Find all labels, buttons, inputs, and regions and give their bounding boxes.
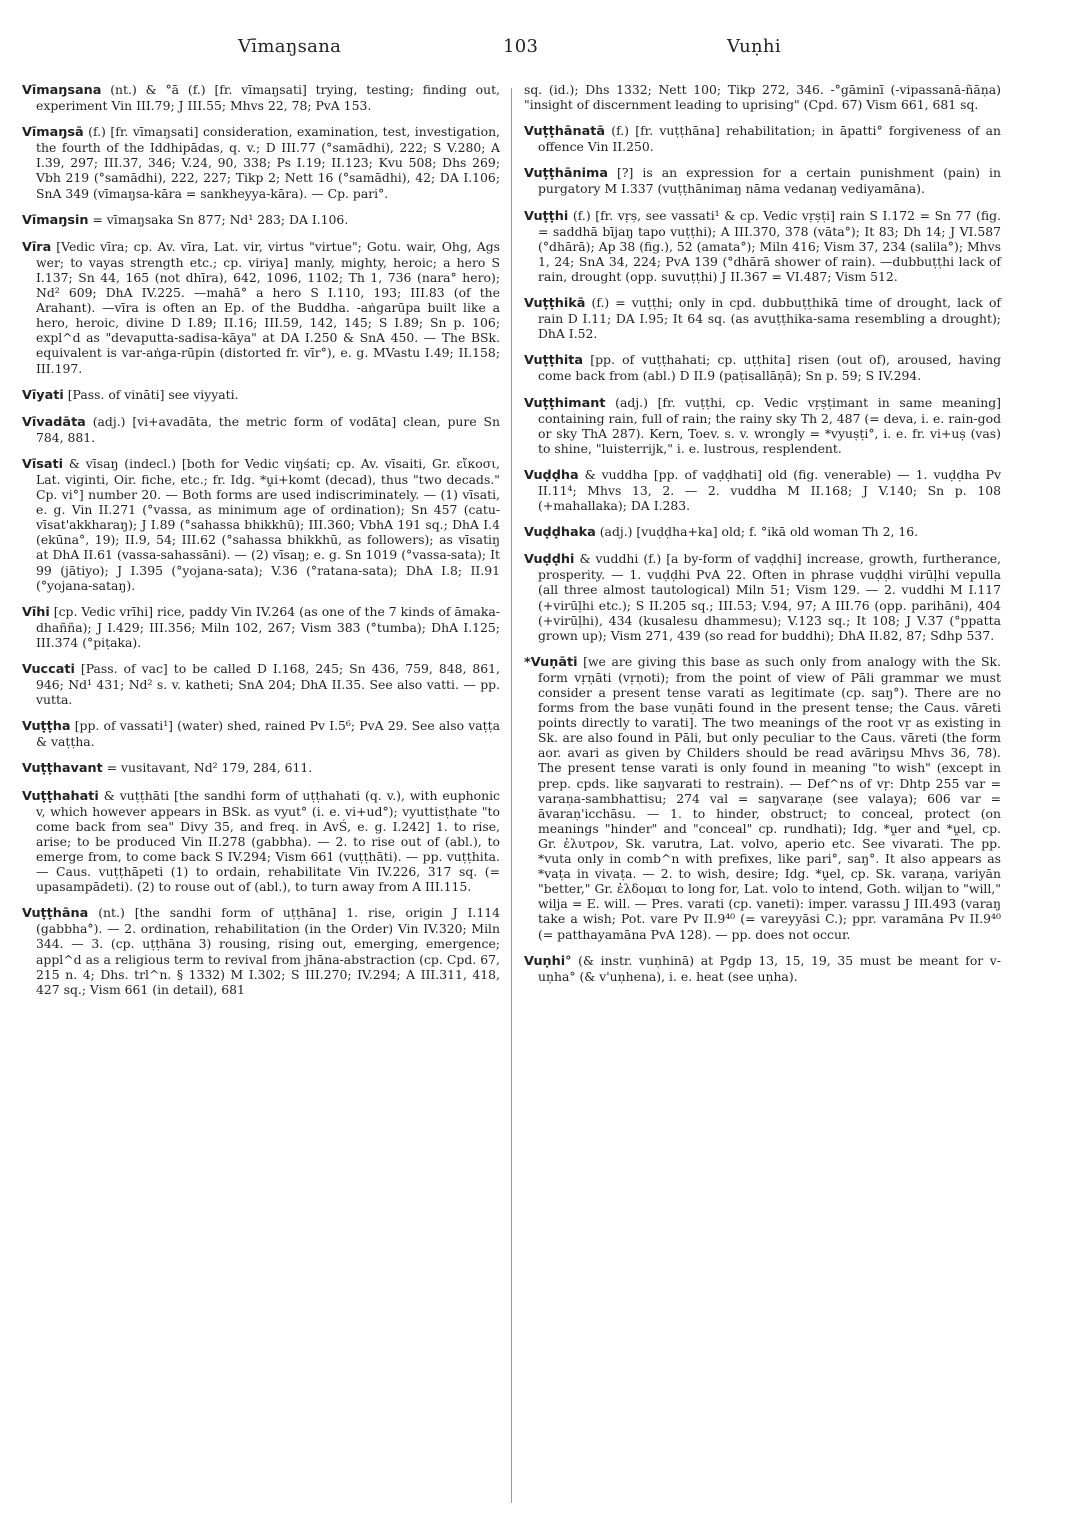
dictionary-entry (524, 123, 1001, 154)
entry-headword: Vīhi (22, 604, 50, 620)
dictionary-entry (524, 395, 1001, 456)
entry-definition: (f.) [fr. vuṭṭhāna] rehabilitation; in āpatti° forgiveness of an offence Vin II.250. (538, 123, 1001, 155)
entry-headword: Vuṭṭhi (524, 208, 569, 224)
left-column (22, 82, 500, 1008)
entry-definition: (f.) [fr. vīmaŋsati] consideration, examination, test, investigation, the fourth of the Iddhipādas, q. v.; D III.77 (°samādhi), 222; S V.280; A I.39, 297; III.37, 346; V.24, 90, 338; Ps I.19; II.123; Kvu 508; Dhs 269; Vbh 219 (°samādhi), 222, 227; Tikp 2; Nett 16 (°samādhi), 42; DA I.106; SnA 349 (vīmaŋsa-kāra = sankheyya-kāra). — Cp. pari°. (36, 124, 500, 201)
dictionary-entry (524, 208, 1001, 284)
entry-definition: & vuddhi (f.) [a by-form of vaḍḍhi] increase, growth, furtherance, prosperity. — 1. vuḍḍhi PvA 22. Often in phrase vuḍḍhi virūḷhi vepulla (all three almost tautological) Miln 51; Vism 129. — 2. vuddhi M I.117 (+virūḷhi etc.); S II.205 sq.; III.53; V.94, 97; A III.76 (opp. parihāni), 404 (+virūḷhi), 434 (kusalesu dhammesu); V.123 sq.; It 108; J V.37 (°ppatta grown up); Vism 271, 439 (so read for buddhi); DhA II.82, 87; Sdhp 537. (538, 551, 1001, 643)
entry-headword: Vuṭṭhahati (22, 788, 99, 804)
dictionary-entry (524, 953, 1001, 984)
dictionary-entry (22, 604, 500, 650)
entry-headword: Vuccati (22, 662, 75, 677)
entry-definition: (& instr. vuṇhinā) at Pgdp 13, 15, 19, 35 must be meant for v-uṇha° (& v'uṇhena), i. e. heat (see uṇha). (538, 952, 1001, 984)
entry-definition: (nt.) & °ā (f.) [fr. vīmaŋsati] trying, testing; finding out, experiment Vin III.79; J III.55; Mhvs 22, 78; PvA 153. (36, 82, 500, 114)
dictionary-entry (22, 661, 500, 707)
entry-headword: Vīyati (22, 387, 64, 403)
entry-headword: Vuṭṭhavant (22, 761, 103, 777)
entry-definition: (f.) [fr. vṛṣ, see vassati¹ & cp. Vedic vṛṣṭi] rain S I.172 = Sn 77 (fig. = saddhā bījaŋ tapo vuṭṭhi); A III.370, 378 (vāta°); It 83; Dh 14; J VI.587 (°dhārā); Ap 38 (fig.), 52 (amata°); Miln 416; Vism 37, 234 (salila°); Mhvs 1, 24; SnA 34, 224; PvA 139 (°dhārā shower of rain). —dubbuṭṭhi lack of rain, drought (opp. suvuṭṭhi) J II.367 = VI.487; Vism 512. (538, 207, 1001, 284)
entry-definition: = vīmaŋsaka Sn 877; Nd¹ 283; DA I.106. (88, 211, 349, 227)
entry-headword: Vuṭṭhimant (524, 395, 606, 411)
column-divider (511, 88, 512, 1503)
right-column (524, 82, 1001, 995)
entry-definition: = vusitavant, Nd² 179, 284, 611. (102, 760, 313, 776)
dictionary-entry (524, 352, 1001, 383)
entry-headword: Vuṭṭhānatā (524, 124, 606, 140)
header-left-guideword: Vīmaŋsana (238, 36, 342, 57)
header-right-guideword: Vuṇhi (727, 36, 781, 57)
entry-headword: Vīvadāta (22, 414, 86, 430)
entry-definition: [pp. of vuṭṭhahati; cp. uṭṭhita] risen (out of), aroused, having come back from (abl.) D II.9 (paṭisallāṇā); Sn p. 59; S IV.294. (538, 352, 1001, 384)
dictionary-entry (22, 905, 500, 997)
entry-definition: [?] is an expression for a certain punishment (pain) in purgatory M I.337 (vuṭṭhānimaŋ nāma vedanaŋ vediyamāna). (538, 165, 1001, 197)
entry-headword: Vuṭṭhāna (22, 906, 89, 922)
entry-headword: Vīmaŋsana (22, 83, 102, 98)
dictionary-entry (22, 212, 500, 228)
entry-headword: Vīra (22, 239, 52, 255)
entry-definition: [we are giving this base as such only from analogy with the Sk. form vṛṇāti (vṛṇoti); from the point of view of Pāli grammar we must consider a present tense varati as legitimate (cp. saŋ°). There are no forms from the base vuṇāti found in the present tense; the Caus. vāreti points directly to varati]. The two meanings of the root vṛ as existing in Sk. are also found in Pāli, but only peculiar to the Caus. vāreti (the form aor. avari as given by Childers should be read avāriŋsu Mhvs 36, 78). The present tense varati is only found in meaning "to wish" (except in prep. cpds. like saŋvarati to restrain). — Def^ns of vṛ: Dhtp 255 var = varaṇa-sambhattisu; 274 val = saŋvaraṇe (see valaya); 606 var = āvaraṇ'icchāsu. — 1. to hinder, obstruct; to conceal, protect (on meanings "hinder" and "conceal" cp. rundhati); Idg. *ṷer and *ṷel, cp. Gr. ἐλυτρον, Sk. varutra, Lat. volvo, aperio etc. See vivarati. The pp. *vuta only in comb^n with prefixes, like pari°, saŋ°. It also appears as *vaṭa in vivaṭa. — 2. to wish, desire; Idg. *ṷel, cp. Sk. varaṇa, variyān "better," Gr. ἐλδομαι to long for, Lat. volo to intend, Goth. wiljan to "will," wilja = E. will. — Pres. varati (cp. vaneti): imper. varassu J III.493 (varaŋ take a wish; Pot. vare Pv II.9⁴⁰ (= vareyyāsi C.); ppr. varamāna Pv II.9⁴⁰ (= patthayamāna PvA 128). — pp. does not occur. (538, 653, 1001, 942)
entry-headword: Vuṭṭhita (524, 353, 584, 369)
entry-definition: (adj.) [fr. vuṭṭhi, cp. Vedic vṛṣṭimant in same meaning] containing rain, full of rain; the rainy sky Th 2, 487 (= deva, i. e. rain-god or sky ThA 287). Kern, Toev. s. v. wrongly = *vyuṣṭi°, i. e. fr. vi+uṣ (vas) to shine, "luisterrijk," i. e. lustrous, resplendent. (538, 394, 1001, 456)
dictionary-entry (524, 82, 1001, 112)
dictionary-entry (524, 165, 1001, 196)
entry-headword: Vuṭṭha (22, 719, 71, 735)
entry-headword: Vuṇhi° (524, 953, 572, 969)
dictionary-entry (22, 239, 500, 376)
dictionary-entry (22, 788, 500, 895)
entry-headword: Vuḍḍha (524, 467, 579, 483)
entry-definition: [Pass. of vināti] see viyyati. (63, 386, 239, 402)
entry-headword: Vīmaŋsā (22, 125, 84, 141)
dictionary-entry (22, 760, 500, 776)
dictionary-entry (524, 467, 1001, 513)
entry-definition: (nt.) [the sandhi form of uṭṭhāna] 1. rise, origin J I.114 (gabbha°). — 2. ordination, rehabilitation (in the Order) Vin IV.320; Miln 344. — 3. (cp. uṭṭhāna 3) rousing, rising out, emerging, emergence; appl^d as a religious term to revival from jhāna-abstraction (cp. Cpd. 67, 215 n. 4; Dhs. trl^n. § 1332) M I.302; S III.270; IV.294; A III.311, 418, 427 sq.; Vism 661 (in detail), 681 (36, 905, 500, 997)
dictionary-entry (22, 414, 500, 445)
dictionary-entry (22, 456, 500, 593)
entry-headword: Vīsati (22, 456, 64, 472)
entry-headword: *Vuṇāti (524, 654, 578, 670)
entry-headword: Vuḍḍhaka (524, 525, 596, 541)
dictionary-entry (524, 295, 1001, 341)
entry-definition: sq. (id.); Dhs 1332; Nett 100; Tikp 272, 346. -°gāminī (-vipassanā-ñāṇa) "insight of discernment leading to uprising" (Cpd. 67) Vism 661, 681 sq. (524, 82, 1001, 113)
dictionary-entry (524, 524, 1001, 540)
running-header (0, 36, 1073, 66)
entry-definition: [Vedic vīra; cp. Av. vīra, Lat. vir, virtus "virtue"; Gotu. wair, Ohg, Ags wer; to vayas strength etc.; cp. viriya] manly, mighty, heroic; a hero S I.137; Sn 44, 165 (not dhīra), 642, 1096, 1102; Th 1, 736 (nara° hero); Nd² 609; DhA IV.225. —mahā° a hero S I.110, 193; III.83 (of the Arahant). —vīra is often an Ep. of the Buddha. -aṅgarūpa built like a hero, heroic, divine D I.89; II.16; III.59, 142, 145; S I.89; Sn p. 106; expl^d as "devaputta-sadisa-kāya" at DA I.250 & SnA 450. — The BSk. equivalent is var-aṅga-rūpin (distorted fr. vīr°), e. g. MVastu I.49; II.158; III.197. (36, 238, 500, 376)
entry-definition: & vīsaŋ (indecl.) [both for Vedic viŋśati; cp. Av. vīsaiti, Gr. εἴκοσι, Lat. viginti, Oir. fiche, etc.; fr. Idg. *ṷi+komt (decad), thus "two decads." Cp. vi°] number 20. — Both forms are used indiscriminately. — (1) vīsati, e. g. Vin II.271 (°vassa, as minimum age of ordination); Sn 457 (catu-vīsat'akkharaŋ); J I.89 (°sahassa bhikkhū); III.360; VbhA 191 sq.; DhA I.4 (ekūna°, 19); II.9, 54; III.62 (°sahassa bhikkhū, as followers); as vīsatiŋ at DhA II.61 (vassa-sahassāni). — (2) vīsaŋ; e. g. Sn 1019 (°vassa-sata); It 99 (jātiyo); J I.395 (°yojana-sata); V.36 (°ratana-sata); DhA I.8; II.91 (°yojana-sataŋ). (36, 455, 500, 593)
entry-definition: (adj.) [vi+avadāta, the metric form of vodāta] clean, pure Sn 784, 881. (36, 413, 500, 445)
entry-headword: Vuṭṭhikā (524, 296, 586, 312)
entry-definition: [Pass. of vac] to be called D I.168, 245; Sn 436, 759, 848, 861, 946; Nd¹ 431; Nd² s. v. katheti; SnA 204; DhA II.35. See also vatti. — pp. vutta. (36, 661, 500, 708)
page-number: 103 (503, 36, 539, 57)
entry-definition: & vuddha [pp. of vaḍḍhati] old (fig. venerable) — 1. vuḍḍha Pv II.11⁴; Mhvs 13, 2. — 2. vuddha M II.168; J V.140; Sn p. 108 (+mahallaka); DA I.283. (538, 466, 1001, 514)
entry-headword: Vīmaŋsin (22, 212, 89, 228)
dictionary-entry (22, 124, 500, 200)
entry-definition: (f.) = vuṭṭhi; only in cpd. dubbuṭṭhikā time of drought, lack of rain D I.11; DA I.95; It 64 sq. (as avuṭṭhika-sama resembling a drought); DhA I.52. (538, 295, 1001, 342)
entry-definition: (adj.) [vuḍḍha+ka] old; f. °ikā old woman Th 2, 16. (595, 524, 919, 540)
dictionary-entry (524, 654, 1001, 942)
entry-headword: Vuḍḍhi (524, 552, 575, 568)
dictionary-entry (22, 387, 500, 403)
dictionary-entry (22, 82, 500, 113)
dictionary-entry (22, 718, 500, 749)
entry-definition: & vuṭṭhāti [the sandhi form of uṭṭhahati (q. v.), with euphonic v, which however appears in BSk. as vyut° (i. e. vi+ud°); vyuttisṭhate "to come back from sea" Divy 35, and freq. in AvŚ, e. g. I.242] 1. to rise, arise; to be produced Vin II.278 (gabbha). — 2. to rise out of (abl.), to emerge from, to come back S IV.294; Vism 661 (vuṭṭhāti). — pp. vuṭṭhita. — Caus. vuṭṭhāpeti (1) to ordain, rehabilitate Vin IV.226, 317 sq. (= upasampādeti). (2) to rouse out of (abl.), to turn away from A III.115. (36, 787, 500, 895)
entry-headword: Vuṭṭhānima (524, 166, 609, 182)
dictionary-entry (524, 551, 1001, 643)
entry-definition: [pp. of vassati¹] (water) shed, rained Pv I.5⁶; PvA 29. See also vaṭṭa & vaṭṭha. (36, 718, 500, 750)
entry-definition: [cp. Vedic vrīhi] rice, paddy Vin IV.264 (as one of the 7 kinds of āmaka-dhañña); J I.429; III.356; Miln 102, 267; Vism 383 (°tumba); DhA I.125; III.374 (°piṭaka). (36, 603, 500, 650)
